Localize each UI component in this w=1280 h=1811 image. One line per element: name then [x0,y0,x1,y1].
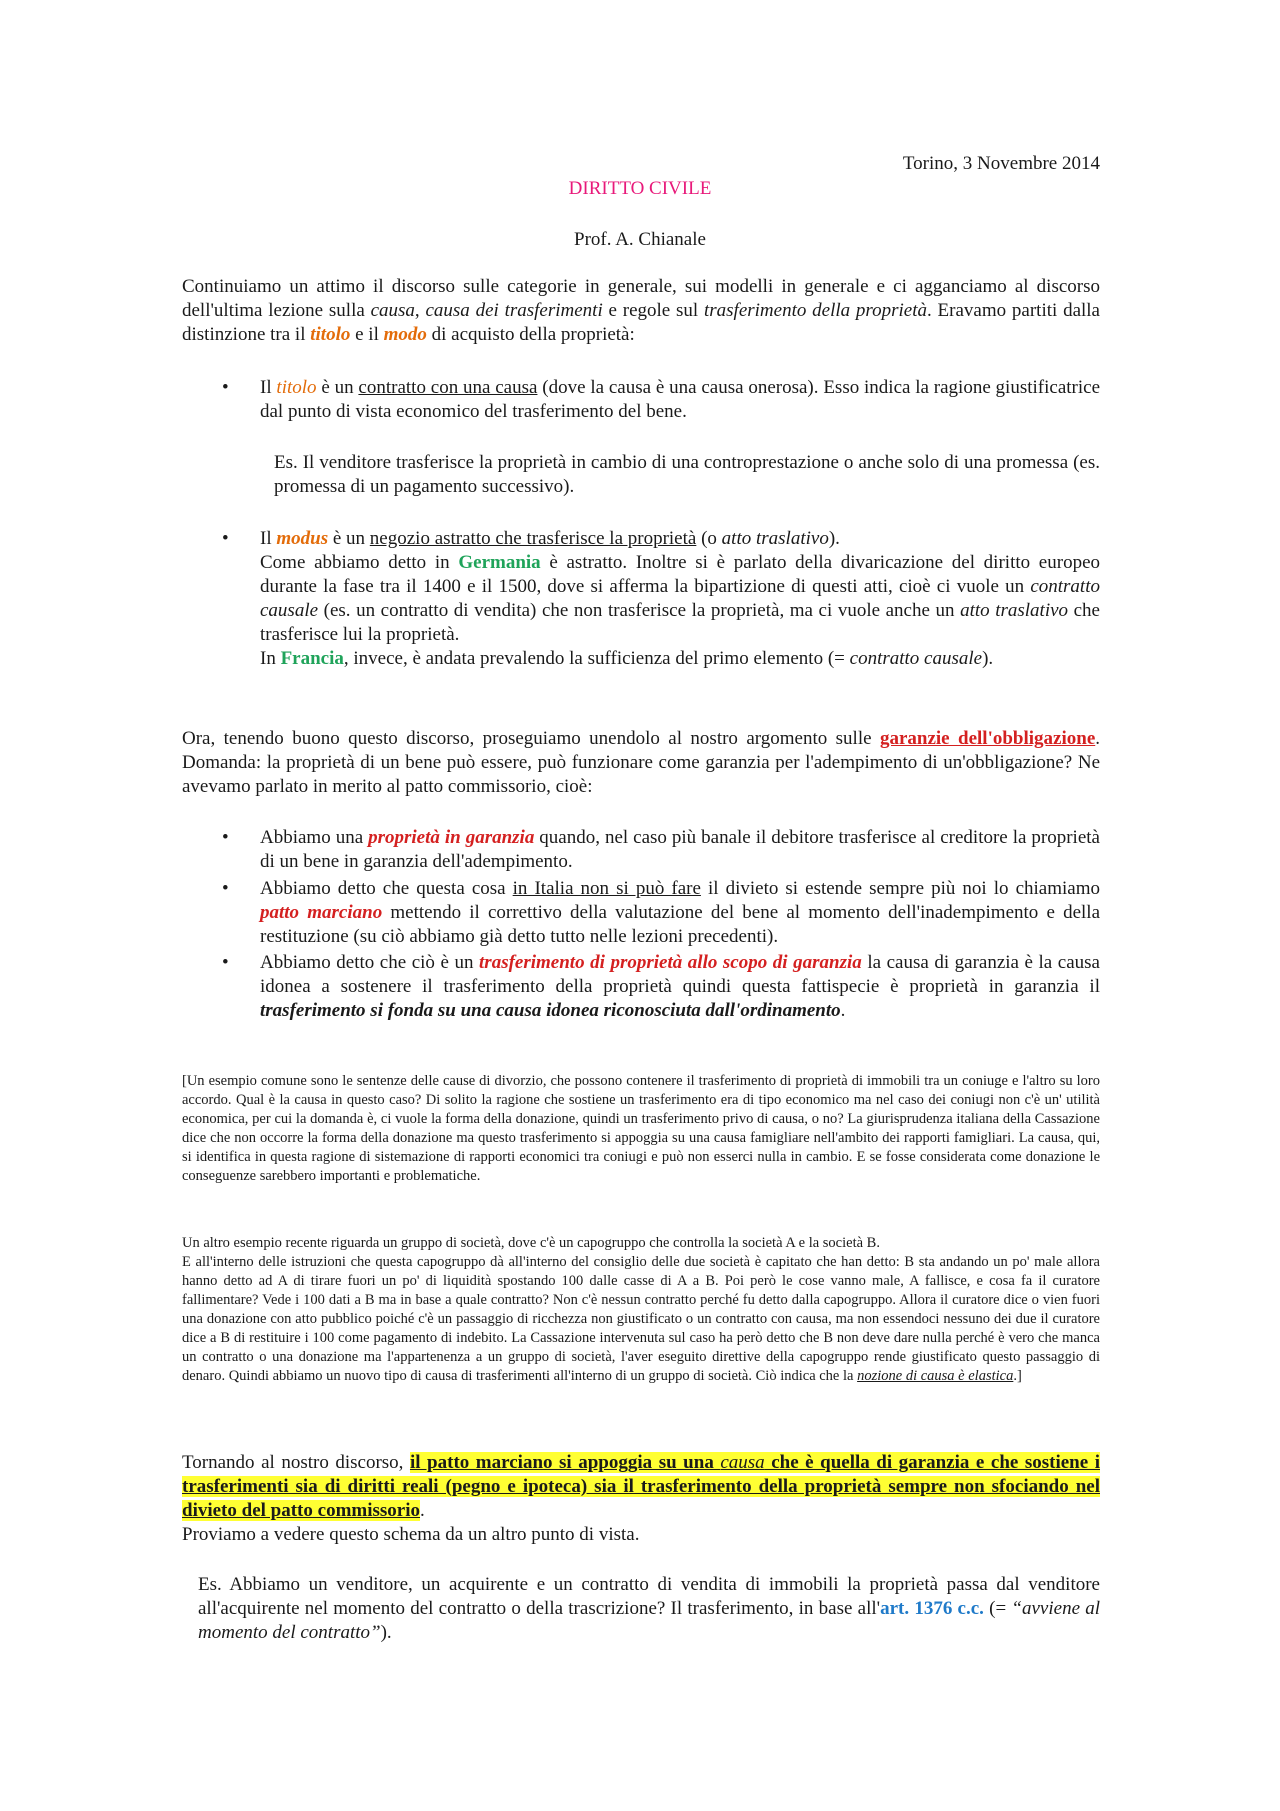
proviamo-line: Proviamo a vedere questo schema da un altro punto di vista. [182,1524,640,1545]
patto-marciano-bullet: Abbiamo detto che questa cosa in Italia non si può fare il divieto si estende sempre più noi lo chiamiamo patto marciano mettendo il correttivo della valutazione del bene al momento dell'inadempimento e della restituzione (su ciò abbiamo già detto tutto nelle lezioni precedenti). [260,878,1101,947]
example-art-1376: Es. Abbiamo un venditore, un acquirente e un contratto di vendita di immobili la proprietà passa dal venditore all'acquirente nel momento del contratto o della trascrizione? Il trasferimento, in base all'art. 1376 c.c. (= “avviene al momento del contratto”). [198,1574,1101,1643]
bullet-marker: • [222,952,229,973]
keyword-germania: Germania [458,552,541,573]
note-gruppo-societa: Un altro esempio recente riguarda un gruppo di società, dove c'è un capogruppo che controlla la società A e la società B. E all'interno delle istruzioni che questa capogruppo dà all'interno del consiglio delle due società è capitato che han detto: B sta andando un po' male allora hanno detto ad A di tirare fuori un po' di liquidità spostando 100 dalle casse di A a B. Poi però le cose vanno male, A fallisce, e cosa fa il curatore fallimentare? Vede i 100 dati a B ma in base a quale contratto? Non c'è nessun contratto perché fu detto dalla capogruppo. Allora il curatore dice o vien fuori una donazione con atto pubblico poiché c'è un passaggio di ricchezza non giustificato o un contratto con causa, ma non essendoci nessuno dei due il curatore dice a B di restituire i 100 come pagamento di indebito. La Cassazione intervenuta sul caso ha però detto che B non deve dare nulla perché è vero che manca un contratto o una donazione ma l'appartenenza a un gruppo di società, l'aver eseguito direttive della capogruppo rende giustificato questo passaggio di denaro. Quindi abbiamo un nuovo tipo di causa di trasferimenti all'interno di un gruppo di società. Ciò indica che la nozione di causa è elastica.] [182,1235,1100,1384]
note-divorzio: [Un esempio comune sono le sentenze delle cause di divorzio, che possono contenere il trasferimento di proprietà di immobili tra un coniuge e l'altro su loro accordo. Qual è la causa in questo caso? Di solito la ragione che sostiene un trasferimento era di tipo economico ma nel caso dei coniugi non c'è un' utilità economica, per cui la domanda è, ci vuole la forma della donazione, quindi un trasferimento privo di causa, o no? La giurisprudenza italiana della Cassazione dice che non occorre la forma della donazione ma questo trasferimento si appoggia su una causa famigliare nell'ambito dei rapporti famigliari. La causa, qui, si identifica in questa ragione di sistemazione di rapporti economici tra coniugi e può non esserci nulla in cambio. E se fosse considerata come donazione le conseguenze sarebbero importanti e problematiche. [182,1073,1100,1184]
modus-bullet: Il modus è un negozio astratto che trasferisce la proprietà (o atto traslativo). Come abbiamo detto in Germania è astratto. Inoltre si è parlato della divaricazione del diritto europeo durante la fase tra il 1400 e il 1500, dove si afferma la bipartizione di questi atti, cioè ci vuole un contratto causale (es. un contratto di vendita) che non trasferisce la proprietà, ma ci vuole anche un atto traslativo che trasferisce lui la proprietà. In Francia, invece, è andata prevalendo la sufficienza del primo elemento (= contratto causale). [260,528,1101,669]
keyword-francia: Francia [280,648,344,669]
article-reference: art. 1376 c.c. [880,1598,984,1619]
tornando-paragraph: Tornando al nostro discorso, il patto marciano si appoggia su una causa che è quella di garanzia e che sostiene i trasferimenti sia di diritti reali (pegno e ipoteca) sia il trasferimento della proprietà sempre non sfociando nel divieto del patto commissorio. [182,1452,1100,1521]
bullet-marker: • [222,827,229,848]
titolo-bullet: Il titolo è un contratto con una causa (dove la causa è una causa onerosa). Esso indica la ragione giustificatrice dal punto di vista economico del trasferimento del bene. [260,377,1101,422]
date-line: Torino, 3 Novembre 2014 [902,153,1100,174]
example-venditore: Es. Il venditore trasferisce la proprietà in cambio di una controprestazione o anche solo di una promessa (es. promessa di un pagamento successivo). [274,452,1100,497]
keyword-titolo: titolo [310,324,351,345]
bullet-marker: • [222,878,229,899]
keyword-modo: modo [383,324,427,345]
proprieta-garanzia-bullet: Abbiamo una proprietà in garanzia quando, nel caso più banale il debitore trasferisce al creditore la proprietà di un bene in garanzia dell'adempimento. [260,827,1100,872]
intro-paragraph: Continuiamo un attimo il discorso sulle categorie in generale, sui modelli in generale e ci agganciamo al discorso dell'ultima lezione sulla causa, causa dei trasferimenti e regole sul trasferimento della proprietà. Eravamo partiti dalla distinzione tra il titolo e il modo di acquisto della proprietà: [182,276,1100,345]
bullet-marker: • [222,377,229,398]
course-title: DIRITTO CIVILE [568,178,712,199]
keyword-garanzie: garanzie dell'obbligazione [879,728,1096,749]
bullet-marker: • [222,528,229,549]
ora-paragraph: Ora, tenendo buono questo discorso, proseguiamo unendolo al nostro argomento sulle garanzie dell'obbligazione. Domanda: la proprietà di un bene può essere, può funzionare come garanzia per l'adempimento di un'obbligazione? Ne avevamo parlato in merito al patto commissorio, cioè: [182,728,1100,797]
professor-line: Prof. A. Chianale [574,229,706,250]
trasferimento-bullet: Abbiamo detto che ciò è un trasferimento di proprietà allo scopo di garanzia la causa di garanzia è la causa idonea a sostenere il trasferimento della proprietà quindi questa fattispecie è proprietà in garanzia il trasferimento si fonda su una causa idonea riconosciuta dall'ordinamento. [260,952,1100,1021]
